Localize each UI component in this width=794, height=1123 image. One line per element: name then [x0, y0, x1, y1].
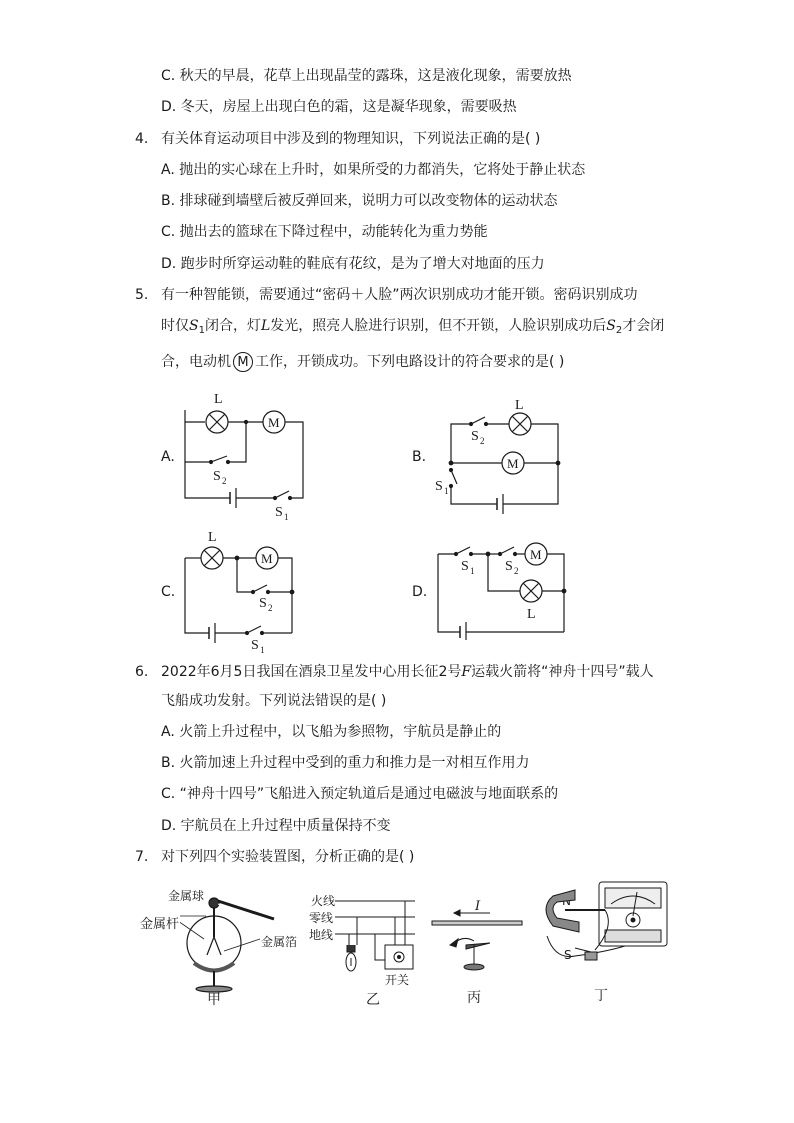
q6-stem-line1: 2022年6月5日我国在酒泉卫星发中心用长征2号F运载火箭将“神舟十四号”载人 [161, 664, 654, 680]
yi-live-label: 火线 [311, 894, 336, 908]
circuit-d-label: D. [412, 584, 428, 600]
circuit-d-diagram [428, 540, 573, 640]
q6-number: 6. [135, 664, 149, 680]
svg-text:S: S [275, 505, 283, 520]
svg-text:L: L [214, 392, 223, 407]
q5-stem-line3: 合，电动机 M 工作，开锁成功。下列电路设计的符合要求的是( ) [161, 354, 565, 370]
yi-ground-label: 地线 [309, 928, 334, 942]
electroscope-figure [180, 893, 290, 993]
svg-text:1: 1 [470, 566, 475, 576]
q4-option-c: C. 抛出去的篮球在下降过程中，动能转化为重力势能 [161, 224, 488, 240]
jia-ball-label: 金属球 [168, 889, 205, 903]
svg-text:1: 1 [284, 512, 289, 522]
yi-neutral-label: 零线 [309, 911, 334, 925]
svg-text:S: S [251, 638, 259, 653]
svg-text:1: 1 [444, 486, 449, 496]
yi-switch-label: 开关 [385, 973, 410, 987]
svg-text:S: S [213, 469, 221, 484]
q4-stem: 有关体育运动项目中涉及到的物理知识，下列说法正确的是( ) [161, 131, 541, 147]
q4-option-b: B. 排球碰到墙壁后被反弹回来，说明力可以改变物体的运动状态 [161, 193, 558, 209]
svg-text:M: M [530, 547, 542, 562]
q4-option-a: A. 抛出的实心球在上升时，如果所受的力都消失，它将处于静止状态 [161, 162, 586, 178]
svg-text:M: M [507, 456, 519, 471]
svg-text:M: M [261, 551, 273, 566]
svg-text:S: S [505, 559, 513, 574]
svg-text:L: L [527, 607, 536, 622]
ding-caption: 丁 [594, 988, 608, 1004]
svg-text:M: M [268, 415, 280, 430]
oersted-figure [430, 905, 525, 980]
circuit-a-diagram [175, 388, 315, 523]
q4-option-d: D. 跑步时所穿运动鞋的鞋底有花纹，是为了增大对地面的压力 [161, 256, 545, 272]
q6-option-b: B. 火箭加速上升过程中受到的重力和推力是一对相互作用力 [161, 755, 530, 771]
svg-text:S: S [461, 559, 469, 574]
bing-caption: 丙 [467, 990, 481, 1006]
bing-current-label: I [475, 899, 481, 914]
svg-text:L: L [515, 398, 524, 413]
svg-text:S: S [435, 479, 443, 494]
q3-option-c: C. 秋天的早晨，花草上出现晶莹的露珠，这是液化现象，需要放热 [161, 68, 572, 84]
q5-number: 5. [135, 287, 149, 303]
svg-text:1: 1 [260, 645, 265, 655]
circuit-c-diagram [175, 527, 310, 657]
motor-icon: M [233, 352, 253, 372]
q6-stem-line2: 飞船成功发射。下列说法错误的是( ) [161, 693, 387, 709]
svg-text:2: 2 [514, 566, 519, 576]
jia-rod-label: 金属杆 [140, 917, 180, 932]
jia-foil-label: 金属箔 [261, 935, 298, 949]
jia-caption: 甲 [207, 992, 221, 1008]
svg-text:L: L [208, 530, 217, 545]
q7-number: 7. [135, 849, 149, 865]
q6-option-c: C. “神舟十四号”飞船进入预定轨道后是通过电磁波与地面联系的 [161, 786, 559, 802]
circuit-b-label: B. [412, 449, 427, 465]
svg-text:2: 2 [222, 476, 227, 486]
circuit-c-label: C. [161, 584, 176, 600]
q5-stem-line2: 时仅$S_1$闭合，灯L发光，照亮人脸进行识别，但不开锁，人脸识别成功后$S_2$才会闭 [161, 318, 665, 336]
wiring-figure [335, 890, 425, 980]
q6-option-d: D. 宇航员在上升过程中质量保持不变 [161, 818, 391, 834]
q5-stem-line1: 有一种智能锁，需要通过“密码＋人脸”两次识别成功才能开锁。密码识别成功 [161, 287, 638, 303]
svg-text:2: 2 [480, 436, 485, 446]
circuit-b-diagram [425, 392, 570, 517]
induction-figure [535, 876, 670, 971]
circuit-a-label: A. [161, 449, 175, 465]
q6-option-a: A. 火箭上升过程中，以飞船为参照物，宇航员是静止的 [161, 724, 502, 740]
q4-number: 4. [135, 131, 149, 147]
svg-text:S: S [259, 596, 267, 611]
ding-s-label: S [564, 948, 572, 962]
yi-caption: 乙 [366, 992, 380, 1008]
svg-text:2: 2 [268, 603, 273, 613]
q7-stem: 对下列四个实验装置图，分析正确的是( ) [161, 849, 415, 865]
q3-option-d: D. 冬天，房屋上出现白色的霜，这是凝华现象，需要吸热 [161, 99, 517, 115]
svg-text:S: S [471, 429, 479, 444]
